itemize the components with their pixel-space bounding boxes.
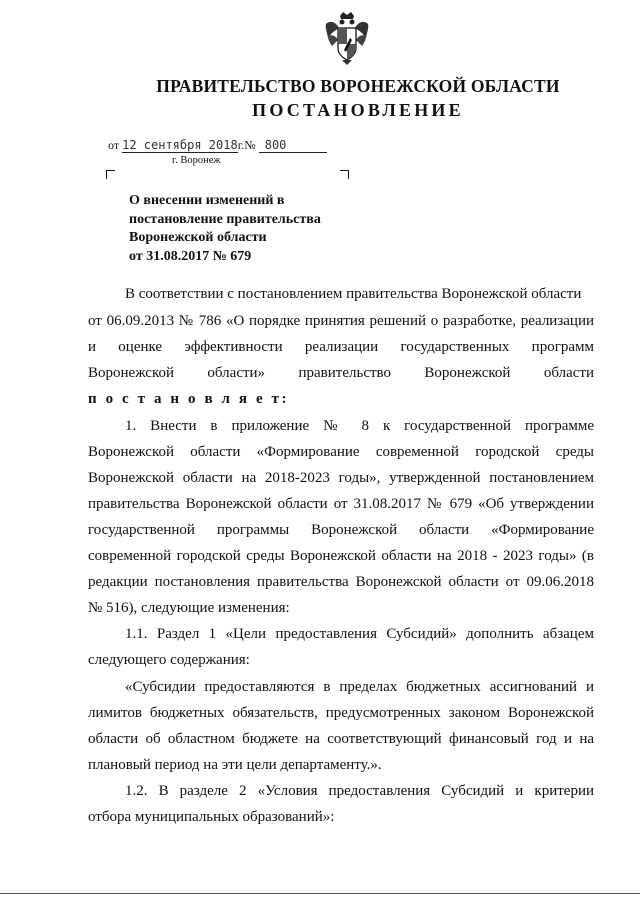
organization-name: ПРАВИТЕЛЬСТВО ВОРОНЕЖСКОЙ ОБЛАСТИ (156, 76, 560, 96)
document-type-title: ПОСТАНОВЛЕНИЕ (252, 100, 464, 120)
corner-bracket-right (340, 170, 349, 179)
year-suffix: г. (237, 138, 245, 152)
date-number-line (108, 138, 327, 153)
body-line: Воронежской области» правительство Воронежской области (88, 365, 594, 381)
body-line: Воронежской области на 2018-2023 годы», утвержденной постановлением (88, 470, 594, 486)
body-line: № 516), следующие изменения: (88, 600, 290, 616)
coat-of-arms-icon (322, 10, 372, 66)
subject-line: постановление правительства (129, 211, 321, 227)
body-line: от 06.09.2013 № 786 «О порядке принятия решений о разработке, реализации (88, 313, 594, 329)
date-prefix: от (108, 138, 120, 152)
corner-bracket-left (106, 170, 115, 179)
body-line: 1. Внести в приложение № 8 к государственной программе (125, 418, 594, 434)
subject-line: О внесении изменений в (129, 193, 285, 208)
body-line: современной городской среды Воронежской области на 2018 - 2023 годы» (в (88, 548, 594, 564)
body-line: плановый период на эти цели департаменту.». (88, 757, 382, 773)
body-line: области об областном бюджете на соответствующий финансовый год и на (88, 731, 594, 747)
document-subject (129, 192, 321, 266)
body-line: правительства Воронежской области от 31.08.2017 № 679 «Об утверждении (88, 496, 594, 512)
body-line: Воронежской области «Формирование современной городской среды (88, 444, 594, 460)
body-line: редакции постановления правительства Воронежской области от 09.06.2018 (88, 574, 594, 590)
subject-line: от 31.08.2017 № 679 (129, 248, 252, 264)
body-line: «Субсидии предоставляются в пределах бюджетных ассигнований и (125, 679, 594, 695)
body-line: государственной программы Воронежской области «Формирование (88, 522, 594, 538)
body-line: 1.1. Раздел 1 «Цели предоставления Субсидий» дополнить абзацем (125, 626, 594, 642)
document-number: 800 (259, 138, 327, 153)
body-line: В соответствии с постановлением правительства Воронежской области (125, 286, 582, 302)
body-line: следующего содержания: (88, 652, 250, 668)
body-line: отбора муниципальных образований»: (88, 809, 335, 825)
number-prefix: № (244, 138, 256, 152)
city-label: г. Воронеж (172, 155, 221, 166)
body-line: лимитов бюджетных обязательств, предусмотренных законом Воронежской (88, 705, 594, 721)
date-value: 12 сентября 2018 (122, 138, 238, 152)
subject-line: Воронежской области (129, 230, 267, 245)
page-bottom-rule (0, 893, 640, 894)
body-line: и оценке эффективности реализации государственных программ (88, 339, 594, 355)
resolution-word: п о с т а н о в л я е т: (88, 391, 290, 407)
body-line: 1.2. В разделе 2 «Условия предоставления Субсидий и критерии (125, 783, 594, 799)
